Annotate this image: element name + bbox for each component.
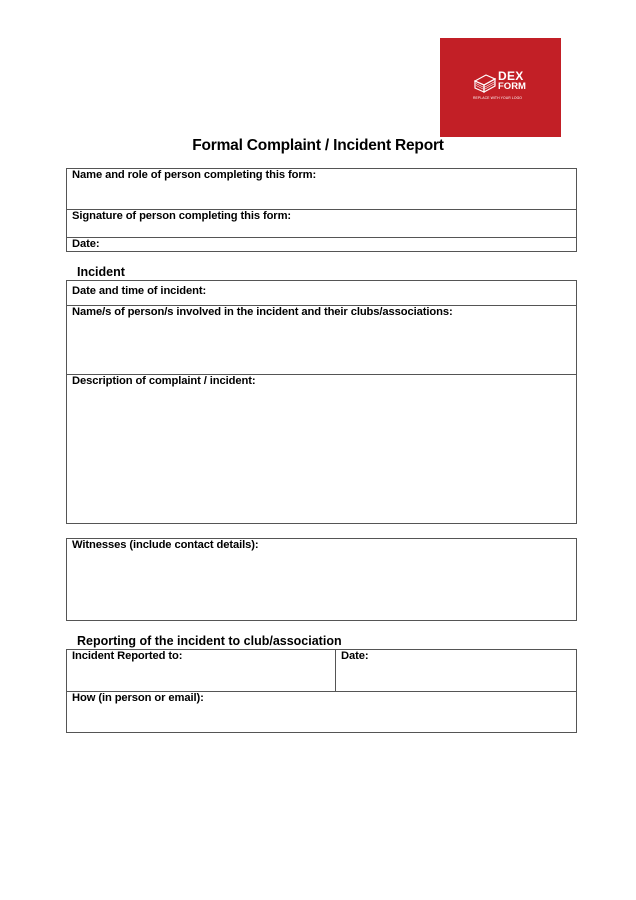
description-row[interactable] [67, 375, 576, 522]
report-date-cell[interactable] [336, 650, 576, 691]
signature-row[interactable] [67, 210, 576, 238]
name-role-row[interactable] [67, 169, 576, 210]
logo-content [473, 71, 533, 105]
incident-table [66, 280, 577, 524]
date-label: Date: [72, 238, 100, 250]
witnesses-table[interactable] [66, 538, 577, 621]
report-method-label: How (in person or email): [72, 692, 204, 704]
report-method-row[interactable] [67, 692, 576, 731]
incident-heading: Incident [77, 265, 125, 279]
company-logo [440, 38, 561, 137]
incident-datetime-row[interactable] [67, 281, 576, 306]
logo-wordmark [498, 71, 526, 92]
incident-datetime-label: Date and time of incident: [72, 285, 207, 297]
stacked-paper-icon [474, 73, 496, 93]
completer-table [66, 168, 577, 252]
logo-brand-line2: FORM [498, 81, 526, 92]
reporting-heading: Reporting of the incident to club/association [77, 634, 342, 648]
reported-to-label: Incident Reported to: [72, 650, 183, 662]
reported-to-row [67, 650, 576, 692]
page-title: Formal Complaint / Incident Report [192, 137, 444, 154]
signature-label: Signature of person completing this form: [72, 210, 292, 222]
date-row[interactable] [67, 238, 576, 250]
witnesses-label: Witnesses (include contact details): [72, 539, 259, 551]
logo-brand-line1: DEX [498, 69, 524, 83]
reported-to-cell[interactable] [67, 650, 336, 691]
report-date-label: Date: [341, 650, 369, 662]
description-label: Description of complaint / incident: [72, 375, 256, 387]
logo-tagline: REPLACE WITH YOUR LOGO [473, 96, 523, 100]
persons-involved-row[interactable] [67, 306, 576, 375]
reporting-table [66, 649, 577, 733]
name-role-label: Name and role of person completing this form: [72, 169, 317, 181]
persons-involved-label: Name/s of person/s involved in the incident and their clubs/associations: [72, 306, 453, 318]
